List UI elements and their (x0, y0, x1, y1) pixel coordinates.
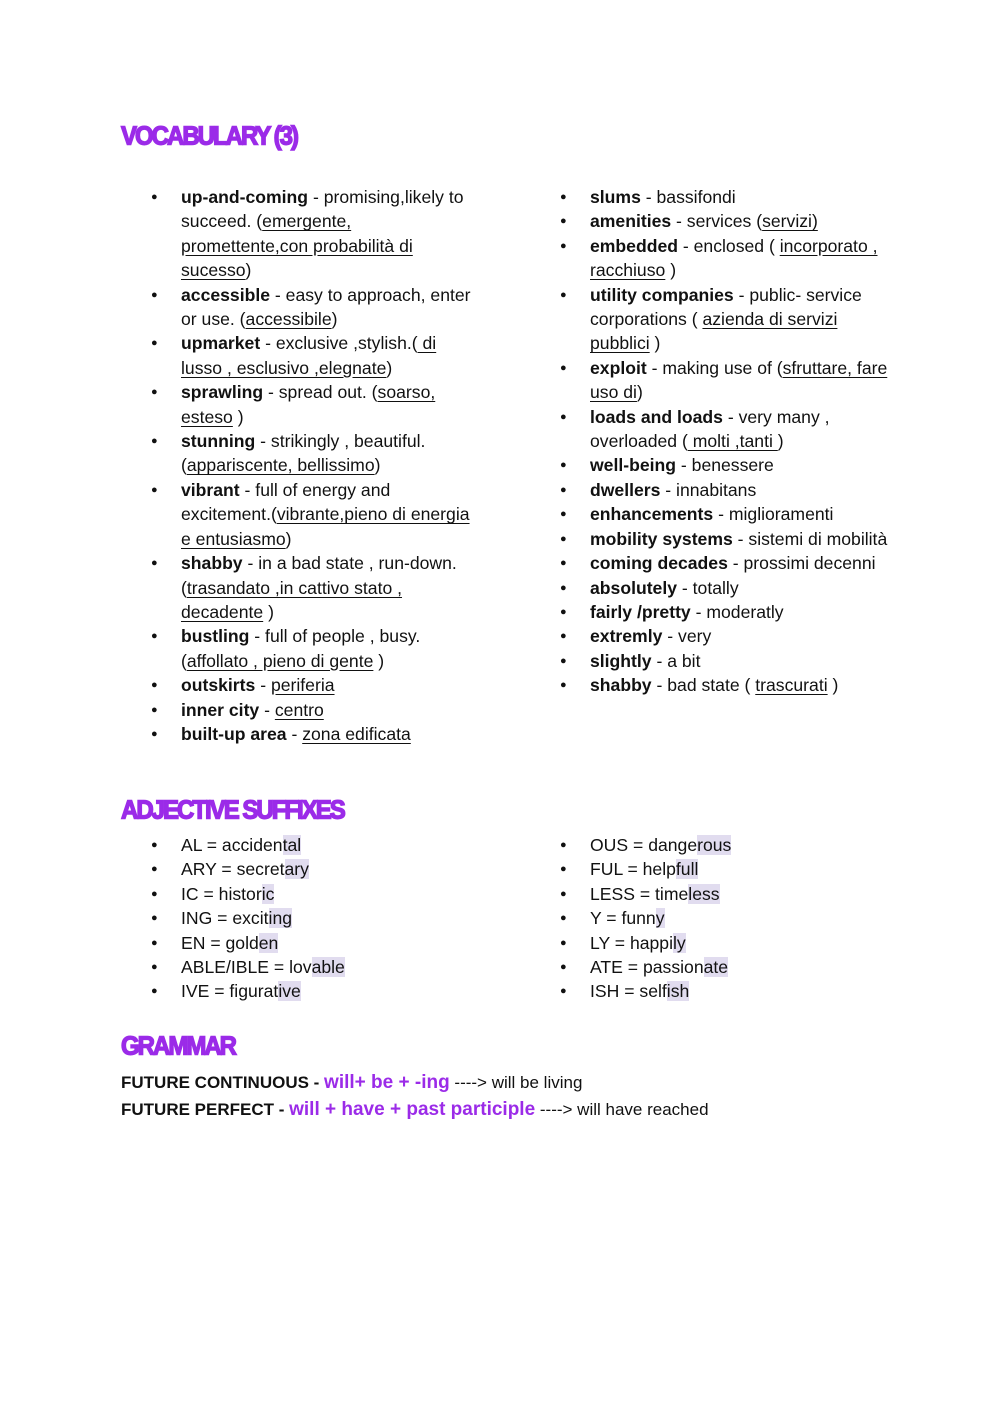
vocabulary-term: exploit (590, 357, 647, 378)
vocabulary-term: mobility systems (590, 528, 733, 549)
suffix-label: LY = (590, 932, 630, 953)
italian-translation: sfruttare, fare uso di (590, 357, 888, 403)
vocabulary-term: embedded (590, 235, 678, 256)
vocabulary-term: built-up area (181, 723, 287, 744)
suffix-highlight: y (655, 908, 665, 929)
vocabulary-item (560, 234, 890, 283)
suffix-example-base: self (639, 981, 667, 1002)
vocabulary-definition: - public- service corporations ( (590, 284, 862, 330)
vocabulary-definition: - services ( (671, 211, 763, 232)
vocabulary-item (151, 722, 481, 746)
grammar-example: ----> will be living (449, 1073, 583, 1092)
suffix-label: EN = (181, 932, 226, 953)
italian-translation: soarso, esteso (181, 382, 436, 427)
suffix-example-base: help (642, 859, 676, 880)
suffix-item (560, 931, 890, 955)
suffix-item (151, 955, 481, 979)
grammar-label: FUTURE CONTINUOUS - (121, 1073, 325, 1092)
grammar-formula: will+ be + -ing (324, 1072, 450, 1093)
vocabulary-term: dwellers (590, 479, 661, 500)
vocabulary-term: bustling (181, 626, 250, 647)
suffix-item (151, 906, 481, 930)
vocabulary-item (560, 478, 890, 502)
vocabulary-item (151, 185, 481, 283)
vocabulary-item (151, 624, 481, 673)
vocabulary-definition: - benessere (676, 455, 774, 476)
vocabulary-definition: - easy to approach, enter or use. ( (181, 284, 471, 330)
vocabulary-term: well-being (590, 455, 677, 476)
vocabulary-term: coming decades (590, 553, 728, 574)
italian-translation: appariscente, bellissimo (186, 455, 375, 476)
italian-translation: trasandato ,in cattivo stato , decadente (181, 577, 403, 622)
vocabulary-item (151, 380, 481, 429)
suffix-label: ING = (181, 908, 233, 929)
vocabulary-item (151, 698, 481, 722)
vocabulary-closing: ) (827, 675, 839, 696)
vocabulary-closing: ) (331, 309, 338, 330)
vocabulary-item (151, 283, 481, 332)
suffix-highlight: tal (282, 835, 302, 855)
vocabulary-term: inner city (181, 699, 260, 720)
vocabulary-definition: - promising,likely to succeed. ( (181, 187, 464, 232)
suffix-item (151, 857, 481, 881)
vocabulary-item (560, 453, 890, 477)
vocabulary-term: accessible (181, 284, 271, 305)
vocabulary-list-right (560, 185, 890, 698)
vocabulary-item (560, 209, 890, 233)
vocabulary-item (151, 429, 481, 478)
suffix-example-base: acciden (221, 835, 283, 855)
suffix-highlight: ary (284, 859, 309, 880)
vocabulary-heading: VOCABULARY (3) (121, 122, 298, 152)
vocabulary-closing: ) (374, 455, 381, 476)
vocabulary-definition: - enclosed ( (678, 235, 780, 256)
suffix-label: ATE = (590, 957, 643, 978)
vocabulary-definition: - bassifondi (640, 187, 736, 207)
vocabulary-term: utility companies (590, 284, 734, 305)
italian-translation: molti ,tanti (687, 431, 778, 452)
italian-translation: servizi) (762, 211, 818, 232)
italian-translation: affollato , pieno di gente (186, 650, 374, 671)
suffix-label: ISH = (590, 981, 640, 1002)
suffix-example-base: gold (225, 932, 259, 953)
vocabulary-definition: - (259, 699, 275, 720)
vocabulary-term: slums (590, 187, 641, 207)
suffix-highlight: en (258, 932, 279, 953)
vocabulary-closing: ) (285, 528, 292, 549)
suffix-example-base: lov (289, 957, 312, 978)
suffix-highlight: ish (666, 981, 690, 1002)
vocabulary-definition: - exclusive ,stylish.( (260, 333, 418, 354)
suffix-example-base: excit (232, 908, 269, 929)
suffix-example-base: funn (621, 908, 656, 929)
vocabulary-term: enhancements (590, 504, 714, 525)
suffix-label: FUL = (590, 859, 643, 880)
suffix-list-right (560, 833, 890, 1004)
suffix-example-base: passion (642, 957, 704, 978)
suffix-example-base: figurat (229, 981, 279, 1002)
vocabulary-term: extremly (590, 626, 663, 647)
grammar-formula: will + have + past participle (289, 1099, 536, 1120)
suffix-label: LESS = (590, 883, 656, 904)
italian-translation: trascurati (755, 675, 828, 696)
suffix-highlight: less (688, 883, 720, 904)
vocabulary-definition: - totally (677, 577, 739, 598)
suffix-item (560, 979, 890, 1003)
suffix-item (151, 979, 481, 1003)
vocabulary-list-left (151, 185, 481, 746)
vocabulary-term: shabby (590, 675, 652, 696)
suffix-highlight: ate (703, 957, 729, 978)
vocabulary-definition: - full of people , busy.( (181, 626, 421, 671)
suffix-list-left (151, 833, 481, 1004)
suffix-example-base: time (655, 883, 689, 904)
vocabulary-definition: - very many , overloaded ( (590, 406, 830, 452)
vocabulary-definition: - prossimi decenni (727, 553, 876, 574)
suffix-highlight: rous (697, 835, 732, 855)
suffix-highlight: full (675, 859, 699, 880)
suffix-label: ABLE/IBLE = (181, 957, 290, 978)
suffixes-left-column (151, 833, 481, 1004)
suffix-label: Y = (590, 908, 622, 929)
suffix-item (151, 833, 481, 857)
suffix-item (560, 857, 890, 881)
vocabulary-item (560, 649, 890, 673)
suffix-highlight: ly (673, 932, 686, 953)
suffix-example-base: secret (236, 859, 285, 880)
vocabulary-item (560, 576, 890, 600)
vocabulary-right-column (560, 185, 890, 698)
vocabulary-term: amenities (590, 211, 672, 232)
suffix-label: ARY = (181, 859, 237, 880)
italian-translation: azienda di servizi pubblici (590, 309, 838, 354)
italian-translation: zona edificata (302, 723, 411, 744)
vocabulary-term: fairly /pretty (590, 601, 691, 622)
vocabulary-item (560, 551, 890, 575)
suffix-highlight: ive (278, 981, 301, 1002)
vocabulary-item (151, 331, 481, 380)
adjective-suffixes-heading: ADJECTIVE SUFFIXES (121, 796, 344, 826)
grammar-line-future-perfect (121, 1096, 709, 1123)
vocabulary-item (560, 527, 890, 551)
vocabulary-term: absolutely (590, 577, 678, 598)
suffix-item (560, 906, 890, 930)
vocabulary-closing: ) (386, 357, 393, 378)
vocabulary-item (560, 283, 890, 356)
vocabulary-closing: ) (263, 601, 274, 622)
suffix-example-base: histor (218, 883, 262, 904)
vocabulary-definition: - sistemi di mobilità (732, 528, 888, 549)
vocabulary-closing: ) (373, 650, 385, 671)
vocabulary-closing: ) (665, 260, 677, 281)
italian-translation: incorporato , racchiuso (590, 235, 878, 281)
vocabulary-term: upmarket (181, 333, 261, 354)
vocabulary-definition: - moderatly (690, 601, 784, 622)
suffix-item (560, 882, 890, 906)
vocabulary-definition: - spread out. ( (263, 382, 378, 403)
vocabulary-definition: - in a bad state , run-down.( (181, 553, 457, 598)
vocabulary-item (151, 673, 481, 697)
vocabulary-definition: - (255, 675, 271, 696)
grammar-example: ----> will have reached (535, 1100, 709, 1119)
vocabulary-definition: - a bit (651, 650, 701, 671)
italian-translation: centro (274, 699, 324, 720)
vocabulary-item (560, 185, 890, 209)
vocabulary-term: up-and-coming (181, 187, 309, 207)
vocabulary-item (151, 478, 481, 551)
vocabulary-definition: - (286, 723, 303, 744)
vocabulary-definition: - making use of ( (646, 357, 783, 378)
vocabulary-closing: ) (245, 260, 252, 281)
grammar-label: FUTURE PERFECT - (121, 1100, 290, 1119)
vocabulary-term: sprawling (181, 382, 264, 403)
vocabulary-closing: ) (649, 333, 661, 354)
vocabulary-closing: ) (232, 406, 244, 427)
suffix-highlight: ic (261, 883, 275, 904)
vocabulary-term: shabby (181, 553, 243, 574)
vocabulary-term: vibrant (181, 479, 240, 500)
vocabulary-item (560, 673, 890, 697)
vocabulary-definition: - very (662, 626, 712, 647)
italian-translation: di lusso , esclusivo ,elegnate (181, 333, 437, 378)
italian-translation: accessibile (245, 309, 332, 330)
vocabulary-definition: - miglioramenti (713, 504, 834, 525)
italian-translation: vibrante,pieno di energia e entusiasmo (181, 504, 470, 549)
vocabulary-definition: - full of energy and excitement.( (181, 479, 391, 525)
suffix-example-base: happi (629, 932, 674, 953)
suffix-label: IC = (181, 883, 219, 904)
italian-translation: periferia (270, 675, 335, 696)
vocabulary-definition: - bad state ( (651, 675, 756, 696)
suffix-item (560, 833, 890, 857)
vocabulary-term: outskirts (181, 675, 256, 696)
suffix-example-base: dange (648, 835, 698, 855)
vocabulary-term: stunning (181, 431, 256, 452)
grammar-heading: GRAMMAR (121, 1032, 235, 1062)
suffixes-right-column (560, 833, 890, 1004)
vocabulary-item (560, 502, 890, 526)
suffix-highlight: ing (268, 908, 293, 929)
suffix-item (151, 882, 481, 906)
suffix-item (560, 955, 890, 979)
vocabulary-item (151, 551, 481, 624)
vocabulary-item (560, 624, 890, 648)
vocabulary-item (560, 600, 890, 624)
vocabulary-definition: - innabitans (660, 479, 757, 500)
vocabulary-closing: ) (636, 382, 643, 403)
vocabulary-item (560, 356, 890, 405)
vocabulary-definition: - strikingly , beautiful. ( (181, 431, 426, 476)
suffix-label: AL = (181, 835, 222, 855)
vocabulary-closing: ) (777, 431, 784, 452)
suffix-label: IVE = (181, 981, 230, 1002)
italian-translation: emergente, promettente,con probabilità di sucesso (181, 211, 413, 281)
suffix-label: OUS = (590, 835, 649, 855)
vocabulary-term: loads and loads (590, 406, 723, 427)
suffix-item (151, 931, 481, 955)
suffix-highlight: able (311, 957, 345, 978)
vocabulary-term: slightly (590, 650, 652, 671)
grammar-line-future-continuous (121, 1069, 582, 1096)
vocabulary-item (560, 405, 890, 454)
vocabulary-left-column (151, 185, 481, 746)
